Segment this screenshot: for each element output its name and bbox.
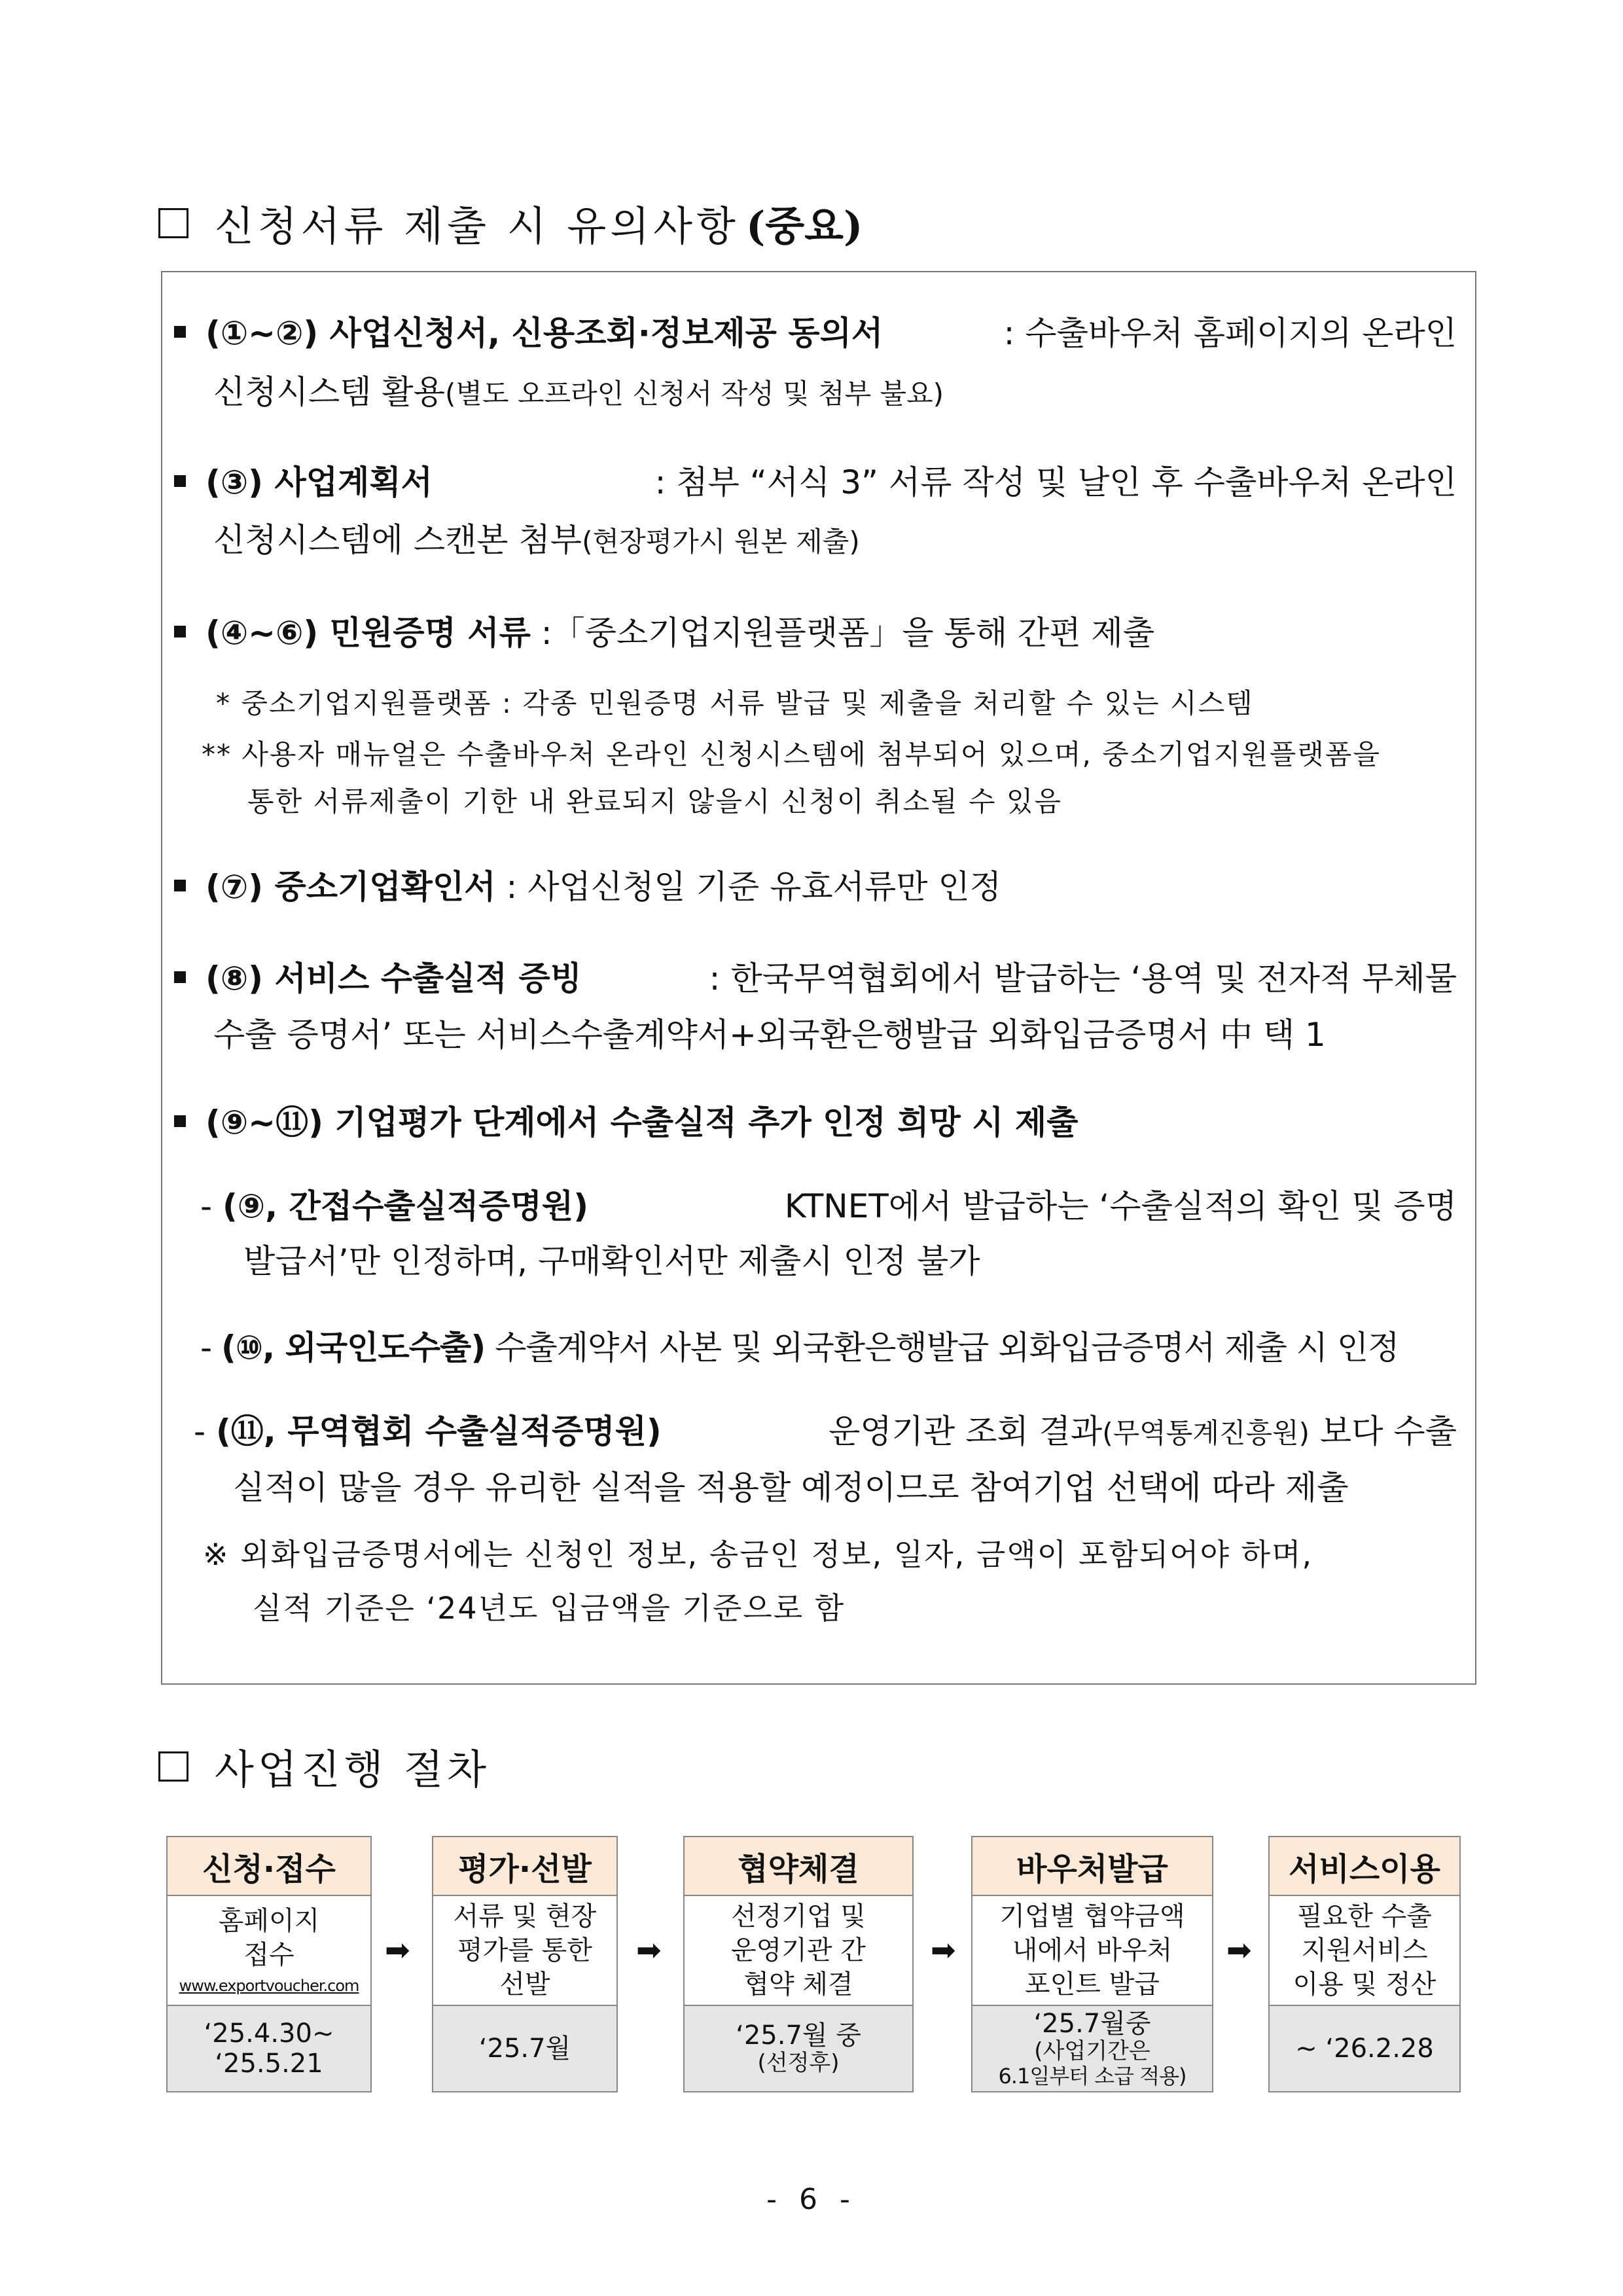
- step-2-title: 평가·선발: [432, 1836, 618, 1896]
- step-5-desc-line: 이용 및 정산: [1293, 1969, 1436, 2000]
- section-title-suffix: (중요): [745, 202, 863, 250]
- item-1-text: : 수출바우처 홈페이지의 온라인: [1003, 314, 1457, 352]
- item-5-text: : 한국무역협회에서 발급하는 ‘용역 및 전자적 무체물: [709, 960, 1457, 997]
- step-5-title: 서비스이용: [1268, 1836, 1461, 1896]
- note-2-line-2: 통한 서류제출이 기한 내 완료되지 않을시 신청이 취소될 수 있음: [247, 785, 1063, 817]
- section-heading-procedure: [158, 1737, 490, 1795]
- arrow-right-icon: ➡: [636, 1932, 662, 1967]
- subitem-10-line-1: - (⑩, 외국인도수출) 수출계약서 사본 및 외국환은행발급 외화입금증명서 제출 시 인정: [200, 1329, 1399, 1367]
- subitem-9-label: (⑨, 간접수출실적증명원): [222, 1187, 589, 1225]
- step-4-date: [971, 2005, 1213, 2092]
- step-4-desc: [971, 1895, 1213, 2006]
- item-6-label: (⑨~⑪) 기업평가 단계에서 수출실적 추가 인정 희망 시 제출: [205, 1103, 1079, 1141]
- step-1-date-line: ‘25.5.21: [215, 2049, 323, 2079]
- subitem-10-label: (⑩, 외국인도수출): [221, 1329, 486, 1367]
- step-3-date: [683, 2005, 914, 2092]
- checkbox-square-icon: [158, 208, 188, 238]
- square-bullet-icon: [174, 880, 186, 891]
- step-3-desc: [683, 1895, 914, 2006]
- square-bullet-icon: [174, 326, 186, 338]
- step-1-url-link[interactable]: www.exportvoucher.com: [179, 1977, 359, 1996]
- item-4-label: (⑦) 중소기업확인서: [205, 868, 496, 906]
- step-2-desc: [432, 1895, 618, 2006]
- subitem-11-text-a: 운영기관 조회 결과: [829, 1412, 1103, 1450]
- subitem-9-text: KTNET에서 발급하는 ‘수출실적의 확인 및 증명: [784, 1187, 1457, 1225]
- step-4-desc-line: 포인트 발급: [1025, 1969, 1160, 2000]
- item-2-line-2: [213, 521, 860, 559]
- step-2-desc-line: 서류 및 현장: [453, 1901, 597, 1931]
- subitem-9-line-2: 발급서’만 인정하며, 구매확인서만 제출시 인정 불가: [243, 1242, 980, 1280]
- step-4-desc-line: 기업별 협약금액: [999, 1901, 1185, 1931]
- square-bullet-icon: [174, 475, 186, 487]
- step-3-date-line: ‘25.7월 중: [736, 2020, 861, 2051]
- item-2-cont: 신청시스템에 스캔본 첨부: [213, 521, 582, 559]
- item-3-text: :「중소기업지원플랫폼」을 통해 간편 제출: [541, 614, 1155, 652]
- item-2-label: (③) 사업계획서: [205, 463, 433, 501]
- step-2-desc-line: 선발: [499, 1969, 550, 2000]
- remark-line-1: ※ 외화입금증명서에는 신청인 정보, 송금인 정보, 일자, 금액이 포함되어야 하며,: [203, 1537, 1313, 1572]
- subitem-11-line-2: 실적이 많을 경우 유리한 실적을 적용할 예정이므로 참여기업 선택에 따라 제출: [233, 1469, 1349, 1507]
- item-5-label: (⑧) 서비스 수출실적 증빙: [205, 960, 582, 997]
- step-3-desc-line: 선정기업 및: [731, 1901, 866, 1931]
- step-3-date-line: (선정후): [757, 2050, 840, 2077]
- remark-line-2: 실적 기준은 ‘24년도 입금액을 기준으로 함: [253, 1590, 846, 1626]
- item-1-line-2: [213, 373, 944, 411]
- item-3-label: (④~⑥) 민원증명 서류: [205, 614, 531, 652]
- item-5-line-2: 수출 증명서’ 또는 서비스수출계약서+외국환은행발급 외화입금증명서 中 택 1: [213, 1016, 1326, 1054]
- subitem-11-text-small: (무역통계진흥원): [1102, 1417, 1310, 1449]
- step-5-date-line: ~ ‘26.2.28: [1295, 2034, 1434, 2064]
- item-4-line-1: [174, 868, 1002, 906]
- step-5-desc-line: 지원서비스: [1301, 1935, 1428, 1965]
- step-4-date-line: 6.1일부터 소급 적용): [998, 2064, 1186, 2089]
- item-3-line-1: [174, 614, 1155, 652]
- square-bullet-icon: [174, 971, 186, 983]
- note-1: * 중소기업지원플랫폼 : 각종 민원증명 서류 발급 및 제출을 처리할 수 있는 시스템: [216, 687, 1254, 719]
- step-2-date: [432, 2005, 618, 2092]
- step-5-desc: [1268, 1895, 1461, 2006]
- step-4-desc-line: 내에서 바우처: [1012, 1935, 1173, 1965]
- arrow-right-icon: ➡: [1226, 1932, 1252, 1967]
- item-4-text: : 사업신청일 기준 유효서류만 인정: [506, 868, 1002, 906]
- subitem-11-line-1: - (⑪, 무역협회 수출실적증명원) 운영기관 조회 결과(무역통계진흥원) 보다 수출: [194, 1412, 1457, 1450]
- step-5-desc-line: 필요한 수출: [1297, 1901, 1432, 1931]
- step-4-date-line: (사업기간은: [1034, 2038, 1150, 2065]
- item-1-label: (①~②) 사업신청서, 신용조회·정보제공 동의서: [205, 314, 883, 352]
- item-5-line-1: [174, 962, 1457, 995]
- step-1-date: [166, 2005, 372, 2092]
- arrow-right-icon: ➡: [385, 1932, 410, 1967]
- step-4-title: 바우처발급: [971, 1836, 1213, 1896]
- item-1-cont-small: (별도 오프라인 신청서 작성 및 첨부 불요): [445, 378, 944, 410]
- item-1-line-1: [174, 314, 1457, 352]
- step-3-title: 협약체결: [683, 1836, 914, 1896]
- step-1-desc-line: 접수: [243, 1940, 294, 1971]
- step-3-desc-line: 운영기관 간: [731, 1935, 866, 1965]
- item-1-cont: 신청시스템 활용: [213, 373, 445, 411]
- step-1-title: 신청·접수: [166, 1836, 372, 1896]
- section-title: 신청서류 제출 시 유의사항: [215, 202, 740, 250]
- section-heading-notice: [158, 194, 863, 252]
- subitem-9-line-1: - (⑨, 간접수출실적증명원) KTNET에서 발급하는 ‘수출실적의 확인 및 증명: [200, 1187, 1457, 1225]
- item-2-line-1: [174, 463, 1457, 501]
- item-2-cont-small: (현장평가시 원본 제출): [582, 526, 860, 558]
- section-title: 사업진행 절차: [215, 1746, 491, 1793]
- square-bullet-icon: [174, 1115, 186, 1127]
- checkbox-square-icon: [158, 1751, 188, 1782]
- step-2-date-line: ‘25.7월: [478, 2034, 571, 2064]
- step-1-date-line: ‘25.4.30~: [204, 2018, 334, 2049]
- step-5-date: [1268, 2005, 1461, 2092]
- subitem-11-label: (⑪, 무역협회 수출실적증명원): [215, 1412, 662, 1450]
- square-bullet-icon: [174, 626, 186, 637]
- item-2-text: : 첨부 “서식 3” 서류 작성 및 날인 후 수출바우처 온라인: [654, 463, 1457, 501]
- subitem-10-text: 수출계약서 사본 및 외국환은행발급 외화입금증명서 제출 시 인정: [495, 1329, 1399, 1367]
- note-2-line-1: ** 사용자 매뉴얼은 수출바우처 온라인 신청시스템에 첨부되어 있으며, 중소기업지원플랫폼을: [202, 738, 1381, 770]
- item-6-line-1: [174, 1103, 1079, 1141]
- step-1-desc-line: 홈페이지: [218, 1906, 320, 1937]
- step-2-desc-line: 평가를 통한: [457, 1935, 592, 1965]
- step-3-desc-line: 협약 체결: [743, 1969, 853, 2000]
- arrow-right-icon: ➡: [931, 1932, 956, 1967]
- step-1-desc: [166, 1895, 372, 2006]
- step-4-date-line: ‘25.7월중: [1033, 2009, 1151, 2039]
- subitem-11-text-b: 보다 수출: [1319, 1412, 1457, 1450]
- page-number: - 6 -: [766, 2183, 857, 2216]
